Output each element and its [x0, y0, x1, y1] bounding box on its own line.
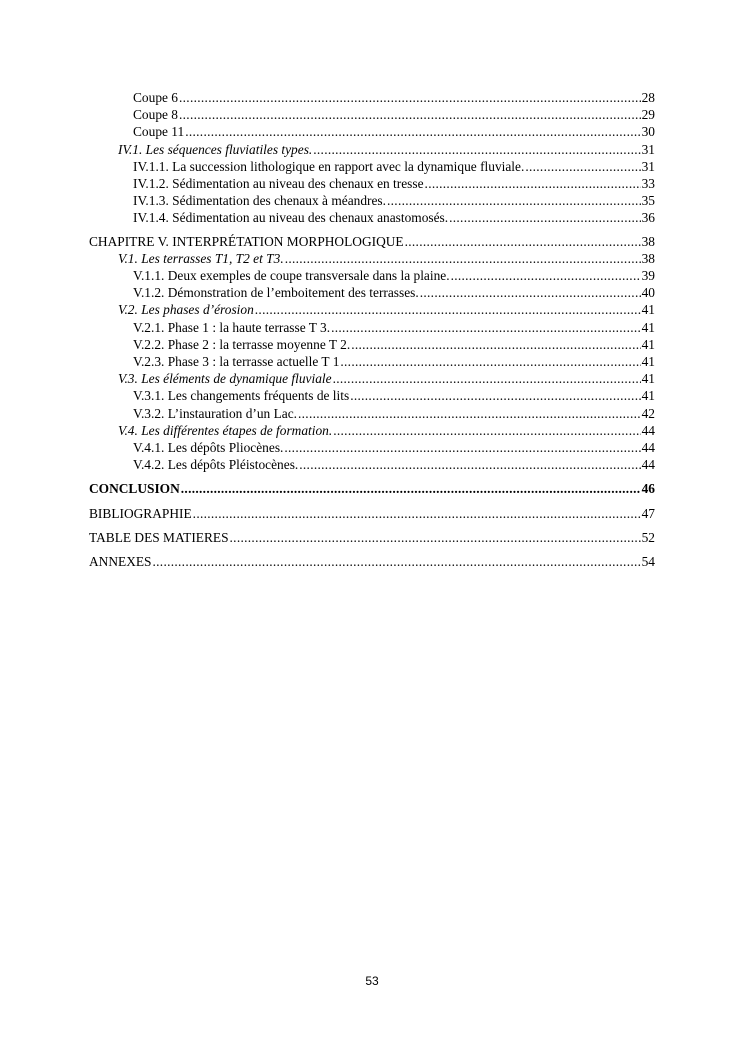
- toc-chapter-entry: [89, 553, 655, 570]
- toc-leader-dots: [255, 301, 641, 318]
- toc-entry: [89, 123, 655, 140]
- toc-entry-title: CHAPITRE V. INTERPRÉTATION MORPHOLOGIQUE: [89, 233, 404, 249]
- toc-leader-dots: [351, 336, 640, 353]
- toc-entry-page: 40: [641, 285, 655, 301]
- toc-entry: [89, 284, 655, 301]
- toc-leader-dots: [449, 209, 641, 226]
- toc-chapter-entry: [89, 233, 655, 250]
- toc-leader-dots: [420, 284, 641, 301]
- toc-entry-page: 30: [641, 124, 655, 140]
- toc-leader-dots: [333, 370, 641, 387]
- toc-leader-dots: [153, 553, 641, 570]
- toc-entry-page: 29: [641, 107, 655, 123]
- toc-entry: [89, 141, 655, 158]
- toc-entry-page: 41: [641, 336, 655, 352]
- toc-leader-dots: [185, 123, 640, 140]
- table-of-contents: [89, 89, 655, 570]
- toc-leader-dots: [340, 353, 640, 370]
- toc-entry: [89, 267, 655, 284]
- toc-entry-page: 41: [641, 302, 655, 318]
- toc-entry: [89, 405, 655, 422]
- toc-entry: [89, 209, 655, 226]
- toc-entry-title: CONCLUSION: [89, 481, 180, 497]
- toc-entry-page: 44: [641, 440, 655, 456]
- toc-chapter-entry: [89, 529, 655, 546]
- toc-entry: [89, 353, 655, 370]
- toc-entry-page: 38: [641, 233, 655, 249]
- toc-leader-dots: [387, 192, 641, 209]
- toc-entry-page: 39: [641, 268, 655, 284]
- toc-entry: [89, 456, 655, 473]
- toc-entry-title: V.4.2. Les dépôts Pléistocènes.: [133, 457, 299, 473]
- toc-entry-page: 41: [641, 371, 655, 387]
- toc-entry-page: 41: [641, 388, 655, 404]
- toc-entry-page: 41: [641, 319, 655, 335]
- toc-entry-page: 47: [641, 505, 655, 521]
- toc-entry-title: IV.1.1. La succession lithologique en rapport avec la dynamique fluviale.: [133, 158, 525, 174]
- toc-entry-page: 41: [641, 354, 655, 370]
- toc-entry-title: V.2. Les phases d’érosion: [118, 302, 254, 318]
- toc-entry-title: BIBLIOGRAPHIE: [89, 505, 192, 521]
- toc-entry-title: IV.1.2. Sédimentation au niveau des chenaux en tresse: [133, 176, 424, 192]
- toc-leader-dots: [299, 456, 640, 473]
- toc-leader-dots: [193, 505, 641, 522]
- toc-leader-dots: [405, 233, 641, 250]
- toc-entry-page: 36: [641, 210, 655, 226]
- toc-entry-title: TABLE DES MATIERES: [89, 529, 229, 545]
- toc-entry-title: Coupe 6: [133, 90, 179, 105]
- toc-entry-title: V.1. Les terrasses T1, T2 et T3.: [118, 250, 284, 266]
- toc-leader-dots: [451, 267, 641, 284]
- toc-entry-title: Coupe 11: [133, 124, 185, 140]
- toc-entry-title: V.3.1. Les changements fréquents de lits: [133, 388, 350, 404]
- toc-entry-page: 44: [641, 422, 655, 438]
- toc-entry-page: 54: [641, 554, 655, 570]
- toc-entry-page: 31: [641, 158, 655, 174]
- toc-leader-dots: [333, 422, 640, 439]
- toc-leader-dots: [179, 106, 641, 123]
- toc-leader-dots: [179, 89, 641, 106]
- toc-leader-dots: [350, 387, 640, 404]
- toc-entry: [89, 175, 655, 192]
- toc-leader-dots: [425, 175, 641, 192]
- toc-entry-title: V.4. Les différentes étapes de formation.: [118, 422, 333, 438]
- toc-entry-page: 28: [641, 90, 655, 105]
- toc-leader-dots: [298, 405, 641, 422]
- toc-leader-dots: [285, 250, 641, 267]
- toc-entry-title: IV.1.4. Sédimentation au niveau des chenaux anastomosés.: [133, 210, 449, 226]
- toc-entry-page: 46: [641, 481, 655, 497]
- toc-entry: [89, 250, 655, 267]
- toc-entry-title: V.3.2. L’instauration d’un Lac.: [133, 405, 298, 421]
- toc-entry: [89, 106, 655, 123]
- toc-entry-page: 35: [641, 193, 655, 209]
- toc-entry: [89, 387, 655, 404]
- toc-entry: [89, 439, 655, 456]
- toc-entry-title: ANNEXES: [89, 554, 152, 570]
- toc-entry-page: 52: [641, 529, 655, 545]
- toc-leader-dots: [525, 158, 640, 175]
- toc-entry-page: 33: [641, 176, 655, 192]
- toc-entry-page: 42: [641, 405, 655, 421]
- toc-entry: [89, 192, 655, 209]
- page-number: 53: [365, 974, 379, 988]
- toc-leader-dots: [331, 319, 641, 336]
- toc-leader-dots: [284, 439, 640, 456]
- toc-entry: [89, 319, 655, 336]
- toc-entry: [89, 370, 655, 387]
- toc-leader-dots: [230, 529, 641, 546]
- toc-entry-title: V.4.1. Les dépôts Pliocènes.: [133, 440, 284, 456]
- toc-entry-title: IV.1.3. Sédimentation des chenaux à méandres.: [133, 193, 386, 209]
- toc-chapter-entry: [89, 480, 655, 497]
- toc-entry: [89, 422, 655, 439]
- toc-entry-page: 44: [641, 457, 655, 473]
- toc-leader-dots: [313, 141, 640, 158]
- toc-chapter-entry: [89, 505, 655, 522]
- toc-entry: [89, 301, 655, 318]
- toc-entry-title: V.1.1. Deux exemples de coupe transversale dans la plaine.: [133, 268, 450, 284]
- toc-entry-title: V.2.2. Phase 2 : la terrasse moyenne T 2.: [133, 336, 351, 352]
- toc-entry-title: Coupe 8: [133, 107, 179, 123]
- toc-entry: [89, 89, 655, 106]
- toc-entry-title: V.3. Les éléments de dynamique fluviale: [118, 371, 332, 387]
- toc-entry: [89, 336, 655, 353]
- toc-entry-title: V.1.2. Démonstration de l’emboitement des terrasses.: [133, 285, 419, 301]
- toc-leader-dots: [181, 480, 641, 497]
- toc-entry-page: 31: [641, 141, 655, 157]
- toc-entry-title: IV.1. Les séquences fluviatiles types.: [118, 141, 313, 157]
- toc-entry: [89, 158, 655, 175]
- toc-entry-page: 38: [641, 250, 655, 266]
- toc-entry-title: V.2.3. Phase 3 : la terrasse actuelle T 1: [133, 354, 340, 370]
- toc-entry-title: V.2.1. Phase 1 : la haute terrasse T 3.: [133, 319, 331, 335]
